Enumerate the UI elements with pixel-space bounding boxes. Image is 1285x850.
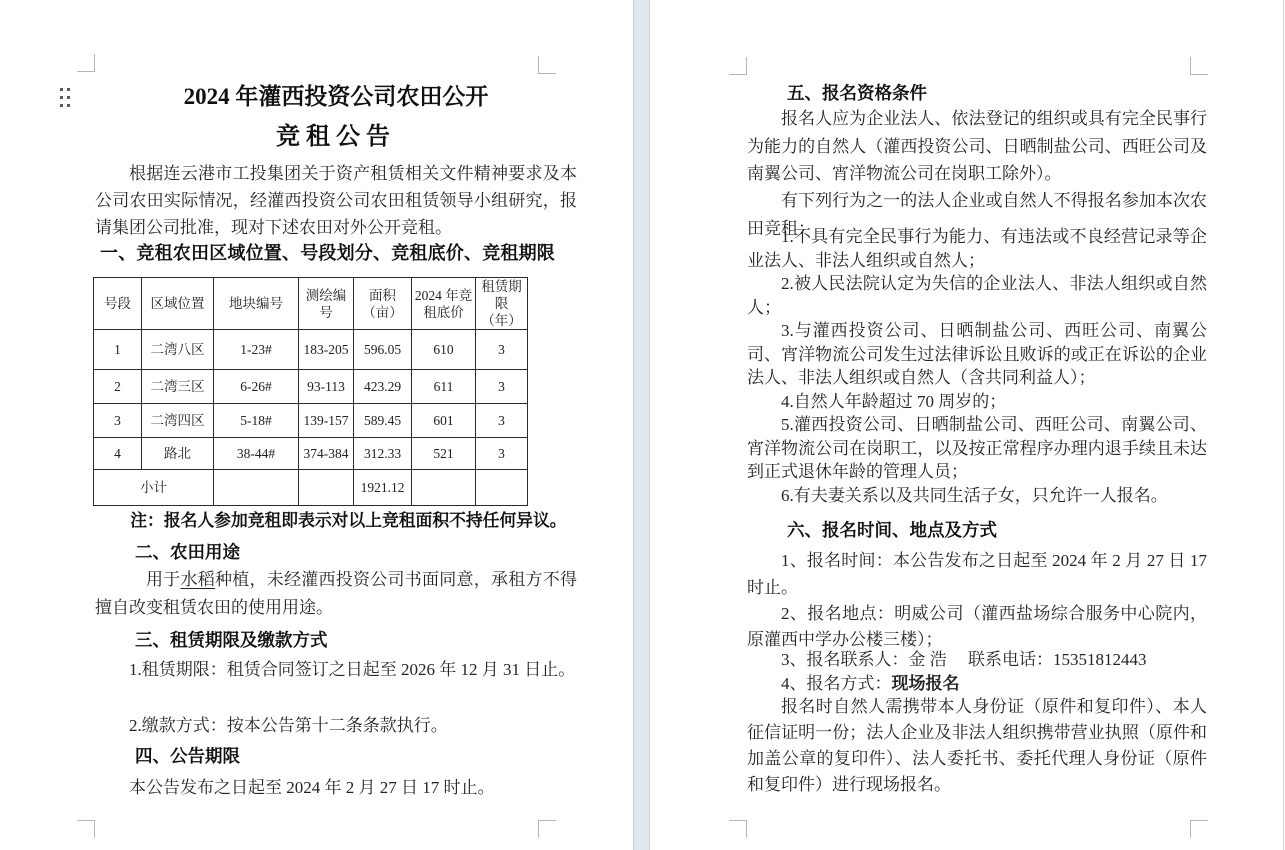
table-header-cell: 面积（亩） xyxy=(354,278,412,330)
table-cell: 38-44# xyxy=(214,438,299,470)
margin-mark-icon xyxy=(1190,57,1208,75)
subtotal-area-cell: 1921.12 xyxy=(354,470,412,506)
section1-heading: 一、竞租农田区域位置、号段划分、竞租底价、竞租期限 xyxy=(100,243,555,263)
table-cell: 3 xyxy=(476,330,528,370)
page-gap xyxy=(633,0,650,850)
section3-item1: 1.租赁期限：租赁合同签订之日起至 2026 年 12 月 31 日止。 xyxy=(129,660,576,679)
table-cell: 3 xyxy=(476,370,528,404)
table-cell: 93-113 xyxy=(299,370,354,404)
table-row xyxy=(94,370,528,404)
section6-heading: 六、报名时间、地点及方式 xyxy=(787,520,997,540)
section5-item: 6.有夫妻关系以及共同生活子女，只允许一人报名。 xyxy=(781,485,1168,505)
table-cell: 4 xyxy=(94,438,142,470)
section2-underlined-term: 水稻 xyxy=(180,570,215,589)
section5-item: 4.自然人年龄超过 70 周岁的； xyxy=(781,391,1007,411)
table-header-cell: 测绘编号 xyxy=(299,278,354,330)
table-cell: 521 xyxy=(412,438,476,470)
table-cell: 二湾八区 xyxy=(142,330,214,370)
table-cell: 589.45 xyxy=(354,404,412,438)
table-cell: 1 xyxy=(94,330,142,370)
table-cell: 374-384 xyxy=(299,438,354,470)
section2-text-before: 用于 xyxy=(146,570,181,589)
table-cell: 二湾四区 xyxy=(142,404,214,438)
table-header-cell: 号段 xyxy=(94,278,142,330)
section6-method-label: 4、报名方式： xyxy=(781,674,892,693)
table-cell: 2 xyxy=(94,370,142,404)
table-cell xyxy=(412,470,476,506)
table-cell: 3 xyxy=(476,404,528,438)
table-cell: 1-23# xyxy=(214,330,299,370)
table-note: 注：报名人参加竞租即表示对以上竞租面积不持任何异议。 xyxy=(130,511,567,530)
section4-paragraph: 本公告发布之日起至 2024 年 2 月 27 日 17 时止。 xyxy=(129,778,495,797)
table-cell: 423.29 xyxy=(354,370,412,404)
section5-item: 1.不具有完全民事行为能力、有违法或不良经营记录等企业法人、非法人组织或自然人； xyxy=(747,227,1207,270)
margin-mark-icon xyxy=(729,820,747,838)
section2-text-after: 种植，未经灌西投资公司书面同意，承租方不得擅自改变租赁农田的使用用途。 xyxy=(95,570,577,617)
section6-method xyxy=(747,670,1207,697)
margin-mark-icon xyxy=(77,54,95,72)
table-cell: 139-157 xyxy=(299,404,354,438)
table-body xyxy=(94,330,528,506)
margin-mark-icon xyxy=(729,57,747,75)
table-header-row xyxy=(94,278,528,330)
section6-time: 1、报名时间：本公告发布之日起至 2024 年 2 月 27 日 17 时止。 xyxy=(747,551,1207,597)
table-cell: 601 xyxy=(412,404,476,438)
table-cell: 路北 xyxy=(142,438,214,470)
section2-paragraph xyxy=(95,566,577,621)
section6-place: 2、报名地点：明威公司（灌西盐场综合服务中心院内，原灌西中学办公楼三楼）； xyxy=(747,604,1207,649)
table-row xyxy=(94,438,528,470)
section5-paragraph2: 有下列行为之一的法人企业或自然人不得报名参加本次农田竞租： xyxy=(747,191,1207,238)
table-header-cell: 2024 年竞租底价 xyxy=(412,278,476,330)
margin-mark-icon xyxy=(538,56,556,74)
table-cell xyxy=(299,470,354,506)
section3-heading: 三、租赁期限及缴款方式 xyxy=(135,630,328,650)
section5-item: 3.与灌西投资公司、日晒制盐公司、西旺公司、南翼公司、宵洋物流公司发生过法律诉讼且败诉的或正在诉讼的企业法人、非法人组织或自然人（含共同利益人）； xyxy=(747,321,1207,387)
doc-title-line1: 2024 年灌西投资公司农田公开 xyxy=(183,84,489,109)
drag-handle-icon[interactable] xyxy=(60,88,72,110)
section5-paragraph1: 报名人应为企业法人、依法登记的组织或具有完全民事行为能力的自然人（灌西投资公司、日晒制盐公司、西旺公司及南翼公司、宵洋物流公司在岗职工除外）。 xyxy=(747,109,1207,183)
section5-item: 2.被人民法院认定为失信的企业法人、非法人组织或自然人； xyxy=(747,274,1207,317)
section5-heading: 五、报名资格条件 xyxy=(787,83,927,103)
section6-final-paragraph: 报名时自然人需携带本人身份证（原件和复印件）、本人征信证明一份；法人企业及非法人组织携带营业执照（原件和加盖公章的复印件）、法人委托书、委托代理人身份证（原件和复印件）进行现场报名。 xyxy=(747,697,1207,794)
margin-mark-icon xyxy=(538,820,556,838)
table-cell: 3 xyxy=(94,404,142,438)
table-subtotal-row xyxy=(94,470,528,506)
margin-mark-icon xyxy=(1190,820,1208,838)
table-cell: 183-205 xyxy=(299,330,354,370)
intro-paragraph: 根据连云港市工投集团关于资产租赁相关文件精神要求及本公司农田实际情况，经灌西投资公司农田租赁领导小组研究，报请集团公司批准，现对下述农田对外公开竞租。 xyxy=(95,164,577,237)
section5-items xyxy=(747,225,1207,507)
rent-plots-table xyxy=(93,277,528,506)
table-cell xyxy=(214,470,299,506)
table-header-cell: 地块编号 xyxy=(214,278,299,330)
section5-item: 5.灌西投资公司、日晒制盐公司、西旺公司、南翼公司、宵洋物流公司在岗职工，以及按正常程序办理内退手续且未达到正式退休年龄的管理人员； xyxy=(747,415,1207,481)
section4-heading: 四、公告期限 xyxy=(135,746,240,766)
table-row xyxy=(94,404,528,438)
table-cell: 5-18# xyxy=(214,404,299,438)
section6-contact: 3、报名联系人：金 浩 联系电话：15351812443 xyxy=(781,650,1147,669)
table-cell: 610 xyxy=(412,330,476,370)
table-cell xyxy=(476,470,528,506)
table-cell: 3 xyxy=(476,438,528,470)
table-header-cell: 区域位置 xyxy=(142,278,214,330)
margin-mark-icon xyxy=(77,820,95,838)
table-cell: 611 xyxy=(412,370,476,404)
table-row xyxy=(94,330,528,370)
section3-item2: 2.缴款方式：按本公告第十二条条款执行。 xyxy=(129,716,448,735)
table-cell: 二湾三区 xyxy=(142,370,214,404)
doc-title-line2: 竞租公告 xyxy=(276,124,396,150)
section6-method-value: 现场报名 xyxy=(891,674,960,693)
table-cell: 6-26# xyxy=(214,370,299,404)
subtotal-label-cell: 小计 xyxy=(94,470,214,506)
table-cell: 596.05 xyxy=(354,330,412,370)
table-cell: 312.33 xyxy=(354,438,412,470)
table-header-cell: 租赁期限（年） xyxy=(476,278,528,330)
section2-heading: 二、农田用途 xyxy=(135,542,240,562)
table-header xyxy=(94,278,528,330)
